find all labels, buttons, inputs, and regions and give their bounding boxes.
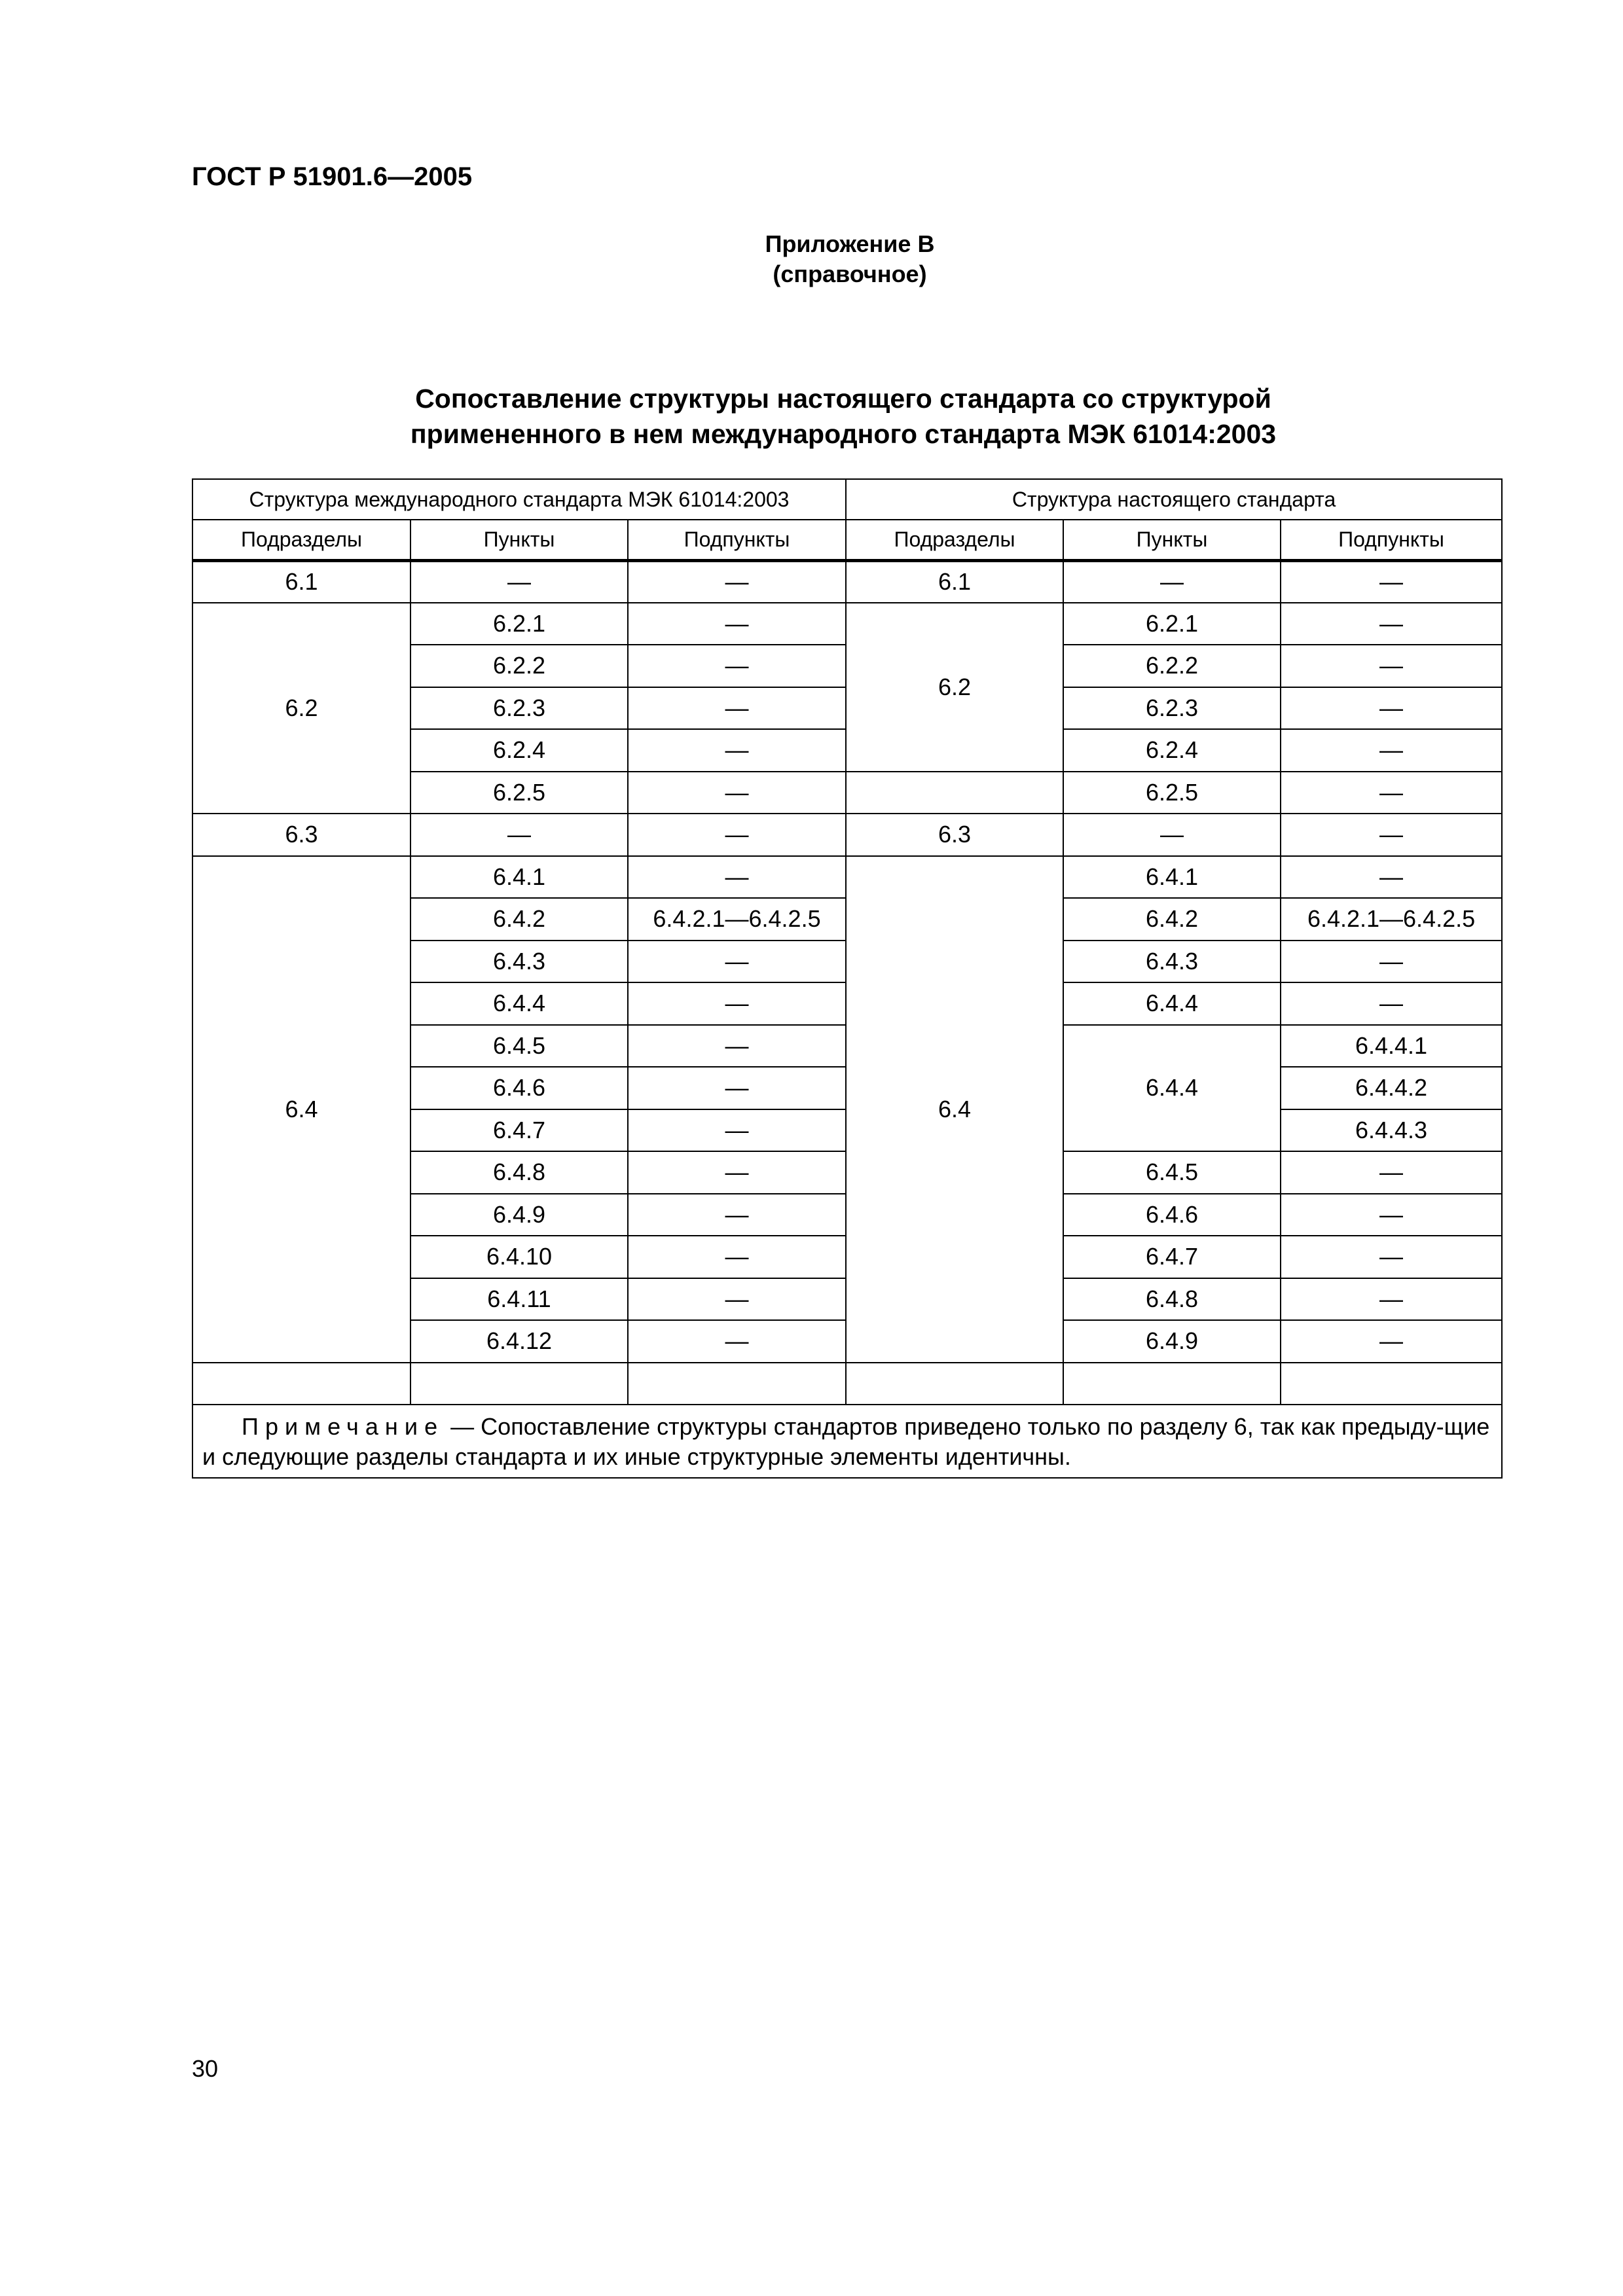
table-cell: — [628, 645, 846, 687]
table-cell-empty [1063, 1363, 1281, 1405]
table-cell: — [1281, 729, 1502, 772]
table-cell: 6.1 [846, 560, 1063, 603]
table-cell: 6.4.9 [410, 1194, 628, 1236]
table-row [192, 603, 1502, 645]
table-cell: 6.2.5 [410, 772, 628, 814]
table-cell: — [1281, 1236, 1502, 1278]
table-cell: — [410, 814, 628, 856]
table-cell: 6.2 [192, 603, 410, 814]
table-cell: 6.4.12 [410, 1320, 628, 1363]
table-cell-empty [1281, 1363, 1502, 1405]
table-cell: — [628, 560, 846, 603]
table-cell: 6.4.7 [1063, 1236, 1281, 1278]
table-cell: — [628, 603, 846, 645]
table-cell: 6.4.6 [1063, 1194, 1281, 1236]
page-number: 30 [192, 2055, 219, 2082]
column-header: Пункты [410, 520, 628, 560]
table-cell: — [1063, 814, 1281, 856]
column-header: Подразделы [192, 520, 410, 560]
table-cell: — [1281, 645, 1502, 687]
table-title-line-1: Сопоставление структуры настоящего стандарта со структурой [415, 384, 1271, 414]
note-label: Примечание [242, 1413, 445, 1440]
table-cell: — [1281, 814, 1502, 856]
column-header: Пункты [1063, 520, 1281, 560]
table-cell: — [1281, 603, 1502, 645]
table-cell: — [628, 1025, 846, 1067]
table-cell: — [628, 982, 846, 1025]
table-cell: — [628, 772, 846, 814]
table-cell: — [628, 729, 846, 772]
table-row-empty [192, 1363, 1502, 1405]
table-cell: 6.4.4 [410, 982, 628, 1025]
table-cell: — [628, 941, 846, 983]
table-cell: 6.4.4.1 [1281, 1025, 1502, 1067]
table-cell: 6.4.5 [410, 1025, 628, 1067]
table-cell: 6.1 [192, 560, 410, 603]
document-code: ГОСТ Р 51901.6—2005 [192, 162, 473, 191]
table-cell-empty [192, 1363, 410, 1405]
table-cell-empty [410, 1363, 628, 1405]
table-row [192, 814, 1502, 856]
table-cell: — [628, 1151, 846, 1194]
table-cell: 6.4.2.1—6.4.2.5 [628, 898, 846, 941]
table-cell: 6.4 [846, 856, 1063, 1363]
table-cell: — [628, 1320, 846, 1363]
table-cell: 6.2.2 [410, 645, 628, 687]
table-cell: — [1281, 1194, 1502, 1236]
table-cell: 6.2.3 [410, 687, 628, 730]
table-cell: — [628, 687, 846, 730]
table-cell: — [628, 1278, 846, 1321]
table-note-row [192, 1405, 1502, 1478]
table-cell: 6.4.8 [410, 1151, 628, 1194]
column-header: Подразделы [846, 520, 1063, 560]
table-cell-empty [628, 1363, 846, 1405]
table-cell: — [1281, 982, 1502, 1025]
table-cell: 6.4.9 [1063, 1320, 1281, 1363]
table-cell: 6.4.4 [1063, 1025, 1281, 1152]
table-cell: — [1281, 1278, 1502, 1321]
table-cell: 6.4.6 [410, 1067, 628, 1109]
table-column-header-row [192, 520, 1502, 560]
table-cell: — [628, 1109, 846, 1152]
table-cell: — [628, 1067, 846, 1109]
table-cell: 6.4.1 [1063, 856, 1281, 899]
table-cell: 6.2.3 [1063, 687, 1281, 730]
group-header-international: Структура международного стандарта МЭК 61014:2003 [192, 479, 846, 520]
table-cell: 6.4.4.2 [1281, 1067, 1502, 1109]
annex-subtitle: (справочное) [773, 260, 927, 287]
table-cell: — [628, 1194, 846, 1236]
table-cell: 6.4.3 [410, 941, 628, 983]
table-cell: — [410, 560, 628, 603]
table-cell: — [1281, 772, 1502, 814]
table-cell: — [1281, 560, 1502, 603]
table-row [192, 856, 1502, 899]
table-cell: — [628, 814, 846, 856]
table-cell: 6.4.2.1—6.4.2.5 [1281, 898, 1502, 941]
table-cell: 6.4.8 [1063, 1278, 1281, 1321]
table-cell: 6.4.1 [410, 856, 628, 899]
table-row [192, 560, 1502, 603]
table-cell: — [1281, 1151, 1502, 1194]
table-cell: 6.2 [846, 603, 1063, 772]
table-cell: 6.2.1 [410, 603, 628, 645]
table-cell: — [628, 1236, 846, 1278]
table-cell: 6.4.2 [1063, 898, 1281, 941]
table-cell-empty [846, 772, 1063, 814]
table-cell: — [1063, 560, 1281, 603]
table-cell: — [1281, 687, 1502, 730]
table-cell: 6.2.5 [1063, 772, 1281, 814]
table-note [192, 1405, 1502, 1478]
table-cell: 6.3 [846, 814, 1063, 856]
table-cell: 6.4.2 [410, 898, 628, 941]
table-cell-empty [846, 1363, 1063, 1405]
table-cell: 6.2.4 [410, 729, 628, 772]
note-text: — Сопоставление структуры стандартов приведено только по разделу 6, так как предыду-щие и следующие разделы стандарта и их иные структурные элементы идентичны. [202, 1413, 1490, 1470]
table-cell: — [1281, 941, 1502, 983]
table-cell: 6.2.4 [1063, 729, 1281, 772]
table-cell: 6.4.5 [1063, 1151, 1281, 1194]
annex-title: Приложение В [765, 230, 935, 257]
table-cell: — [628, 856, 846, 899]
table-cell: 6.4.4.3 [1281, 1109, 1502, 1152]
column-header: Подпункты [628, 520, 846, 560]
structure-comparison-table [192, 478, 1503, 1479]
table-cell: 6.4 [192, 856, 410, 1363]
table-title [192, 381, 1495, 452]
table-cell: 6.4.7 [410, 1109, 628, 1152]
table-cell: — [1281, 856, 1502, 899]
table-cell: 6.4.10 [410, 1236, 628, 1278]
table-cell: 6.2.1 [1063, 603, 1281, 645]
annex-heading [719, 229, 981, 289]
group-header-national: Структура настоящего стандарта [846, 479, 1502, 520]
table-cell: 6.2.2 [1063, 645, 1281, 687]
table-group-header-row [192, 479, 1502, 520]
table-cell: 6.4.4 [1063, 982, 1281, 1025]
table-cell: 6.4.11 [410, 1278, 628, 1321]
column-header: Подпункты [1281, 520, 1502, 560]
table-cell: 6.3 [192, 814, 410, 856]
table-cell: 6.4.3 [1063, 941, 1281, 983]
table-cell: — [1281, 1320, 1502, 1363]
table-title-line-2: примененного в нем международного стандарта МЭК 61014:2003 [410, 419, 1277, 449]
